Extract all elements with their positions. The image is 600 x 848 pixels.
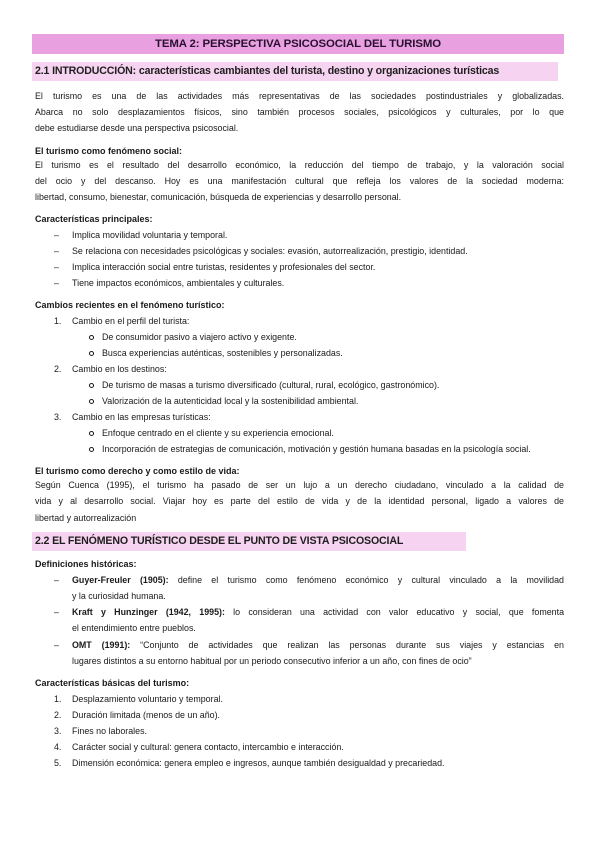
list-item: Enfoque centrado en el cliente y su experiencia emocional. [32,425,564,441]
basic-features-list [32,691,564,771]
subheading-main-features: Características principales: [35,214,153,225]
subheading-recent-changes: Cambios recientes en el fenómeno turístico: [35,300,225,311]
list-item: Valorización de la autenticidad local y la sostenibilidad ambiental. [32,393,564,409]
definition-author: Guyer-Freuler (1905): [72,574,169,585]
list-item: – OMT (1991): “Conjunto de actividades que realizan las personas durante sus viajes y estancias en lugares distintos a su entorno habitual por un periodo consecutivo inferior a un año, con fines de ocio” [54,639,564,666]
text-line: vida y al desarrollo social. Viajar hoy es parte del estilo de vida y de la identidad personal, ligado a valores de [35,496,564,507]
list-item: – Implica movilidad voluntaria y temporal. [54,230,228,241]
list-item: Incorporación de estrategias de comunicación, motivación y gestión humana basadas en la psicología social. [32,441,564,457]
subheading-right-lifestyle: El turismo como derecho y como estilo de vida: [35,466,240,477]
intro-paragraph [32,88,564,137]
text-line: El turismo es una de las actividades más representativas de las sociedades postindustriales y globalizadas. [35,91,564,101]
text-line: Según Cuenca (1995), el turismo ha pasado de ser un lujo a un derecho ciudadano, vinculado a la calidad de [35,480,564,491]
list-item: Busca experiencias auténticas, sostenibles y personalizadas. [32,345,564,361]
document-title: TEMA 2: PERSPECTIVA PSICOSOCIAL DEL TURISMO [32,34,564,54]
list-item: De consumidor pasivo a viajero activo y exigente. [32,329,564,345]
definitions-list [32,572,564,669]
right-paragraph [32,477,564,526]
list-item: 2. Duración limitada (menos de un año). [54,710,220,721]
list-item: – Guyer-Freuler (1905): define el turismo como fenómeno económico y cultural vinculado a la movilidad y la curiosidad humana. [54,574,564,602]
text-line: libertad, consumo, bienestar, comunicación, búsqueda de experiencias y desarrollo personal. [35,192,402,203]
text-line: El turismo es el resultado del desarrollo económico, la reducción del tiempo de trabajo, y la valoración social [35,159,564,170]
section-heading-2-1: 2.1 INTRODUCCIÓN: características cambiantes del turista, destino y organizaciones turísticas [32,62,558,81]
text-line: Abarca no solo desplazamientos físicos, sino también procesos sociales, psicológicos y culturales, por lo que [35,107,564,118]
subheading-basic-features: Características básicas del turismo: [35,678,190,689]
list-item: 1. Desplazamiento voluntario y temporal. [54,694,223,705]
subheading-historical-definitions: Definiciones históricas: [35,558,137,569]
list-item: – Implica interacción social entre turistas, residentes y profesionales del sector. [54,262,376,273]
document-page [32,34,564,771]
list-item: – Kraft y Hunzinger (1942, 1995): lo consideran una actividad con valor educativo y social, que fomenta el entendimiento entre pueblos. [54,607,565,634]
changes-list [32,313,564,457]
list-item: 3. Cambio en las empresas turísticas: Enfoque centrado en el cliente y su experiencia emocional. Incorporación de estrategias de comunicación, motivación y gestión humana basadas en la psicología social. [32,409,564,457]
list-item: – Se relaciona con necesidades psicológicas y sociales: evasión, autorrealización, prestigio, identidad. [54,246,468,257]
text-line: del ocio y del descanso. Hoy es una manifestación cultural que refleja los valores de la sociedad moderna: [35,175,564,186]
list-item: – Tiene impactos económicos, ambientales y culturales. [54,278,285,289]
definition-author: OMT (1991): [72,639,131,650]
list-item: 2. Cambio en los destinos: De turismo de masas a turismo diversificado (cultural, rural, ecológico, gastronómico). Valorización de la autenticidad local y la sostenibilidad ambiental. [32,361,564,409]
text-line: debe estudiarse desde una perspectiva psicosocial. [35,123,239,134]
section-heading-2-2: 2.2 EL FENÓMENO TURÍSTICO DESDE EL PUNTO DE VISTA PSICOSOCIAL [32,532,466,551]
list-item: 5. Dimensión económica: genera empleo e ingresos, aunque también desigualdad y precariedad. [54,758,445,769]
list-item: 1. Cambio en el perfil del turista: De consumidor pasivo a viajero activo y exigente. Busca experiencias auténticas, sostenibles y personalizadas. [32,313,564,361]
text-line: libertad y autorrealización [35,512,137,523]
subheading-social-phenomenon: El turismo como fenómeno social: [35,145,183,156]
list-item: De turismo de masas a turismo diversificado (cultural, rural, ecológico, gastronómico). [32,377,564,393]
list-item: 3. Fines no laborales. [54,726,147,737]
features-list [32,227,564,291]
social-paragraph [32,157,564,206]
list-item: 4. Carácter social y cultural: genera contacto, intercambio e interacción. [54,742,344,753]
definition-author: Kraft y Hunzinger (1942, 1995): [72,607,225,618]
